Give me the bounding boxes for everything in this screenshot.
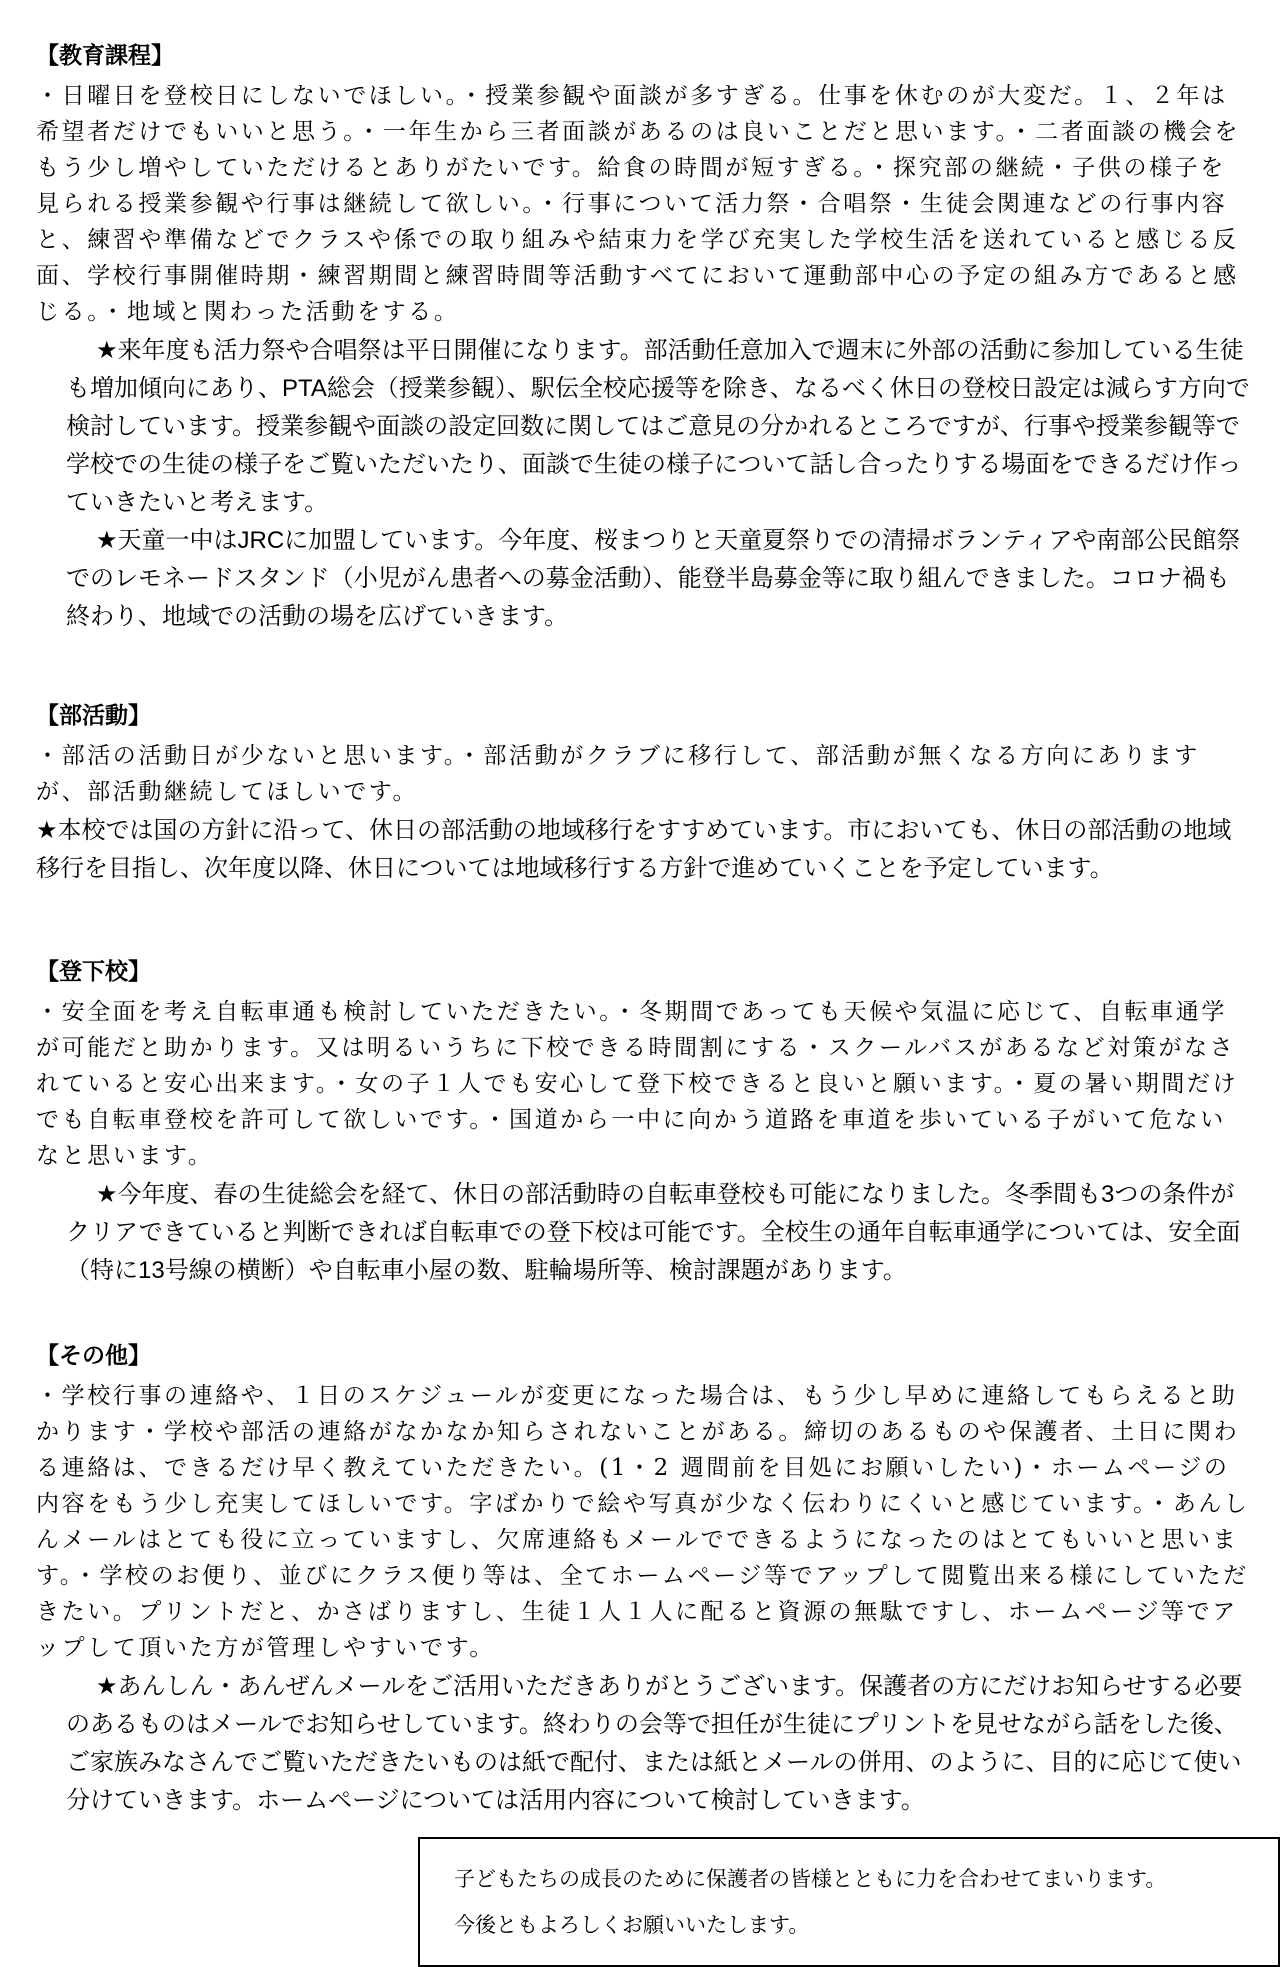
section-heading-curriculum: 【教育課程】 [36, 42, 174, 68]
school-reply-commuting: ★今年度、春の生徒総会を経て、休日の部活動時の自転車登校も可能になりました。冬季間も3つの条件がクリアできていると判断できれば自転車での登下校は可能です。全校生の通年自転車通学については、安全面（特に13号線の横断）や自転車小屋の数、駐輪場所等、検討課題があります。 [66, 1181, 1241, 1284]
section-curriculum [36, 38, 1250, 636]
section-heading-commuting: 【登下校】 [36, 958, 151, 984]
closing-message-line-2: 今後ともよろしくお願いいたします。 [454, 1914, 810, 1937]
school-reply-curriculum-1: ★来年度も活力祭や合唱祭は平日開催になります。部活動任意加入で週末に外部の活動に参加している生徒も増加傾向にあり、PTA総会（授業参観）、駅伝全校応援等を除き、なるべく休日の登校日設定は減らす方向で検討しています。授業参観や面談の設定回数に関してはご意見の分かれるところですが、行事や授業参観等で学校での生徒の様子をご覧いただいたり、面談で生徒の様子について話し合ったりする場面をできるだけ作っていきたいと考えます。 [66, 337, 1250, 516]
closing-message-box [418, 1837, 1280, 1967]
section-other [36, 1338, 1250, 1820]
section-club-activities [36, 698, 1250, 888]
school-reply-club-activities: ★本校では国の方針に沿って、休日の部活動の地域移行をすすめています。市においても、休日の部活動の地域移行を目指し、次年度以降、休日については地域移行する方針で進めていくことを予定しています。 [36, 817, 1232, 882]
school-reply-curriculum-2: ★天童一中はJRCに加盟しています。今年度、桜まつりと天童夏祭りでの清掃ボランティアや南部公民館祭でのレモネードスタンド（小児がん患者への募金活動）、能登半島募金等に取り組んできました。コロナ禍も終わり、地域での活動の場を広げていきます。 [66, 527, 1241, 630]
parent-comments-club-activities: ・部活の活動日が少ないと思います。・部活動がクラブに移行して、部活動が無くなる方向にありますが、部活動継続してほしいです。 [36, 743, 1200, 805]
parent-comments-other: ・学校行事の連絡や、１日のスケジュールが変更になった場合は、もう少し早めに連絡してもらえると助かります・学校や部活の連絡がなかなか知らされないことがある。締切のあるものや保護者、土日に関わる連絡は、できるだけ早く教えていただきたい。(1・2 週間前を目処にお願いしたい)・ホームページの内容をもう少し充実してほしいです。字ばかりで絵や写真が少なく伝わりにくいと感じています。・あんしんメールはとても役に立っていますし、欠席連絡もメールでできるようになったのはとてもいいと思います。・学校のお便り、並びにクラス便り等は、全てホームページ等でアップして閲覧出来る様にしていただきたい。プリントだと、かさばりますし、生徒１人１人に配ると資源の無駄ですし、ホームページ等でアップして頂いた方が管理しやすいです。 [36, 1383, 1250, 1661]
school-reply-other: ★あんしん・あんぜんメールをご活用いただきありがとうございます。保護者の方にだけお知らせする必要のあるものはメールでお知らせしています。終わりの会等で担任が生徒にプリントを見せながら話をした後、ご家族みなさんでご覧いただきたいものは紙で配付、または紙とメールの併用、のように、目的に応じて使い分けていきます。ホームページについては活用内容について検討していきます。 [66, 1673, 1243, 1814]
parent-comments-curriculum: ・日曜日を登校日にしないでほしい。・授業参観や面談が多すぎる。仕事を休むのが大変だ。１、２年は希望者だけでもいいと思う。・一年生から三者面談があるのは良いことだと思います。・二者面談の機会をもう少し増やしていただけるとありがたいです。給食の時間が短すぎる。・探究部の継続・子供の様子を見られる授業参観や行事は継続して欲しい。・行事について活力祭・合唱祭・生徒会関連などの行事内容と、練習や準備などでクラスや係での取り組みや結束力を学び充実した学校生活を送れていると感じる反面、学校行事開催時期・練習期間と練習時間等活動すべてにおいて運動部中心の予定の組み方であると感じる。・地域と関わった活動をする。 [36, 83, 1240, 325]
section-commuting [36, 954, 1250, 1290]
section-heading-club-activities: 【部活動】 [36, 702, 151, 728]
closing-message-line-1: 子どもたちの成長のために保護者の皆様とともに力を合わせてまいります。 [454, 1868, 1167, 1891]
parent-comments-commuting: ・安全面を考え自転車通も検討していただきたい。・冬期間であっても天候や気温に応じて、自転車通学が可能だと助かります。又は明るいうちに下校できる時間割にする・スクールバスがあるなど対策がなされていると安心出来ます。・女の子１人でも安心して登下校できると良いと願います。・夏の暑い期間だけでも自転車登校を許可して欲しいです。・国道から一中に向かう道路を車道を歩いている子がいて危ないなと思います。 [36, 999, 1239, 1169]
section-heading-other: 【その他】 [36, 1342, 151, 1368]
